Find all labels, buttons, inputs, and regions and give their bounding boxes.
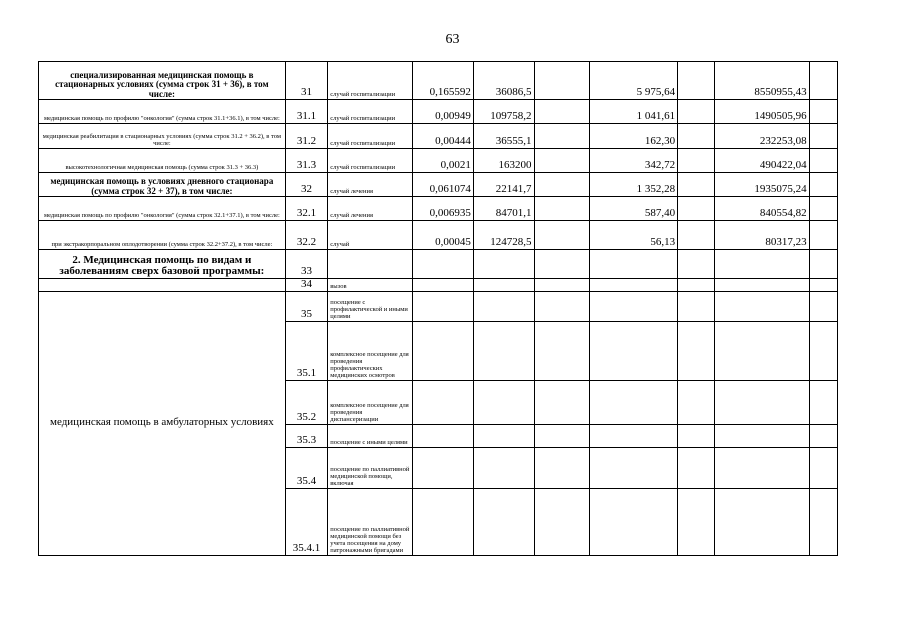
row-unit: посещение по паллиативной медицинской помощи, включая — [328, 447, 413, 488]
row-empty — [534, 424, 590, 447]
row-value-2: 22141,7 — [473, 173, 534, 197]
row-empty — [678, 100, 714, 124]
row-name: 2. Медицинская помощь по видам и заболеваниям сверх базовой программы: — [39, 250, 286, 279]
row-unit: вызов — [328, 279, 413, 292]
row-unit: случай госпитализации — [328, 100, 413, 124]
row-empty — [809, 100, 837, 124]
row-empty — [590, 488, 678, 555]
row-name: медицинская помощь по профилю "онкология" (сумма строк 32.1+37.1), в том числе: — [39, 197, 286, 221]
row-empty — [590, 447, 678, 488]
row-unit: посещение с иными целями — [328, 424, 413, 447]
row-unit: случай лечения — [328, 197, 413, 221]
row-unit: случай госпитализации — [328, 149, 413, 173]
row-empty — [714, 250, 809, 279]
row-code: 31.3 — [285, 149, 327, 173]
table-row — [39, 250, 838, 279]
row-name: медицинская реабилитация в стационарных условиях (сумма строк 31.2 + 36.2), в том числе: — [39, 124, 286, 149]
row-value-3: 1 352,28 — [590, 173, 678, 197]
row-empty — [590, 380, 678, 424]
row-empty — [809, 221, 837, 250]
row-value-3: 587,40 — [590, 197, 678, 221]
table-row — [39, 100, 838, 124]
row-code: 31 — [285, 62, 327, 100]
row-value-2: 109758,2 — [473, 100, 534, 124]
row-empty — [413, 291, 474, 321]
row-empty — [809, 197, 837, 221]
row-empty — [473, 380, 534, 424]
row-empty — [473, 424, 534, 447]
row-value-3: 56,13 — [590, 221, 678, 250]
row-value-4: 1490505,96 — [714, 100, 809, 124]
row-value-1: 0,061074 — [413, 173, 474, 197]
row-value-1: 0,006935 — [413, 197, 474, 221]
row-empty — [678, 62, 714, 100]
row-empty — [413, 321, 474, 380]
row-code: 35.4 — [285, 447, 327, 488]
table-row — [39, 124, 838, 149]
row-value-1: 0,0021 — [413, 149, 474, 173]
row-empty — [714, 321, 809, 380]
row-empty — [809, 321, 837, 380]
row-empty — [678, 250, 714, 279]
row-name: высокотехнологичная медицинская помощь (сумма строк 31.3 + 36.3) — [39, 149, 286, 173]
ambulatory-care-label: медицинская помощь в амбулаторных условиях — [39, 291, 286, 555]
row-empty — [809, 124, 837, 149]
row-empty — [413, 380, 474, 424]
row-value-3: 1 041,61 — [590, 100, 678, 124]
norms-table — [38, 61, 838, 556]
row-empty — [590, 291, 678, 321]
row-code: 35.4.1 — [285, 488, 327, 555]
row-code: 31.2 — [285, 124, 327, 149]
row-empty — [678, 447, 714, 488]
row-unit: посещение по паллиативной медицинской помощи без учета посещения на дому патронажными бригадами — [328, 488, 413, 555]
row-empty — [413, 447, 474, 488]
row-code: 35.1 — [285, 321, 327, 380]
row-value-4: 840554,82 — [714, 197, 809, 221]
row-name: медицинская помощь в условиях дневного стационара (сумма строк 32 + 37), в том числе: — [39, 173, 286, 197]
row-empty — [473, 488, 534, 555]
row-empty — [678, 488, 714, 555]
row-name — [39, 279, 286, 292]
row-value-4: 8550955,43 — [714, 62, 809, 100]
row-empty — [678, 321, 714, 380]
row-empty — [809, 488, 837, 555]
table-row — [39, 62, 838, 100]
row-empty — [678, 173, 714, 197]
row-empty — [413, 250, 474, 279]
row-empty — [590, 321, 678, 380]
row-empty — [678, 197, 714, 221]
row-empty — [534, 291, 590, 321]
row-value-4: 232253,08 — [714, 124, 809, 149]
row-unit — [328, 250, 413, 279]
row-empty — [534, 149, 590, 173]
row-code: 33 — [285, 250, 327, 279]
row-empty — [590, 424, 678, 447]
row-empty — [534, 321, 590, 380]
row-empty — [678, 291, 714, 321]
row-empty — [473, 447, 534, 488]
row-empty — [534, 279, 590, 292]
row-unit: случай госпитализации — [328, 124, 413, 149]
row-empty — [534, 62, 590, 100]
row-value-1: 0,00045 — [413, 221, 474, 250]
row-empty — [714, 279, 809, 292]
row-value-2: 84701,1 — [473, 197, 534, 221]
table-row — [39, 291, 838, 321]
row-empty — [678, 221, 714, 250]
row-empty — [678, 380, 714, 424]
row-empty — [534, 447, 590, 488]
row-empty — [413, 279, 474, 292]
row-value-3: 162,30 — [590, 124, 678, 149]
row-empty — [809, 380, 837, 424]
row-empty — [678, 279, 714, 292]
row-value-4: 490422,04 — [714, 149, 809, 173]
row-empty — [473, 279, 534, 292]
row-empty — [413, 424, 474, 447]
row-value-1: 0,165592 — [413, 62, 474, 100]
row-empty — [809, 291, 837, 321]
row-empty — [678, 424, 714, 447]
row-empty — [473, 250, 534, 279]
row-empty — [678, 124, 714, 149]
row-empty — [809, 424, 837, 447]
row-empty — [534, 100, 590, 124]
row-empty — [473, 321, 534, 380]
table-row — [39, 221, 838, 250]
row-empty — [714, 291, 809, 321]
row-value-1: 0,00444 — [413, 124, 474, 149]
table-row — [39, 149, 838, 173]
row-empty — [590, 250, 678, 279]
row-empty — [809, 62, 837, 100]
row-empty — [534, 124, 590, 149]
row-code: 35.3 — [285, 424, 327, 447]
row-empty — [809, 173, 837, 197]
row-empty — [809, 279, 837, 292]
row-code: 31.1 — [285, 100, 327, 124]
row-empty — [714, 380, 809, 424]
row-empty — [413, 488, 474, 555]
row-empty — [809, 149, 837, 173]
row-empty — [534, 488, 590, 555]
row-unit: случай лечения — [328, 173, 413, 197]
row-unit: посещение с профилактической и иными целями — [328, 291, 413, 321]
row-empty — [590, 279, 678, 292]
row-value-2: 36086,5 — [473, 62, 534, 100]
row-name: специализированная медицинская помощь в стационарных условиях (сумма строк 31 + 36), в том числе: — [39, 62, 286, 100]
row-code: 32 — [285, 173, 327, 197]
row-empty — [534, 197, 590, 221]
row-empty — [714, 488, 809, 555]
page-number: 63 — [445, 32, 460, 47]
row-code: 34 — [285, 279, 327, 292]
row-empty — [714, 447, 809, 488]
row-empty — [534, 250, 590, 279]
row-value-1: 0,00949 — [413, 100, 474, 124]
row-code: 32.2 — [285, 221, 327, 250]
row-code: 35 — [285, 291, 327, 321]
row-value-3: 5 975,64 — [590, 62, 678, 100]
row-value-4: 1935075,24 — [714, 173, 809, 197]
row-empty — [714, 424, 809, 447]
row-empty — [534, 173, 590, 197]
row-empty — [534, 221, 590, 250]
row-name: медицинская помощь по профилю "онкология" (сумма строк 31.1+36.1), в том числе: — [39, 100, 286, 124]
row-unit: комплексное посещение для проведения диспансеризации — [328, 380, 413, 424]
row-value-4: 80317,23 — [714, 221, 809, 250]
table-row — [39, 173, 838, 197]
row-name: при экстракорпоральном оплодотворении (сумма строк 32.2+37.2), в том числе: — [39, 221, 286, 250]
table-row — [39, 197, 838, 221]
row-unit: случай госпитализации — [328, 62, 413, 100]
row-empty — [678, 149, 714, 173]
row-empty — [809, 447, 837, 488]
row-value-2: 36555,1 — [473, 124, 534, 149]
row-value-3: 342,72 — [590, 149, 678, 173]
row-value-2: 124728,5 — [473, 221, 534, 250]
row-empty — [473, 291, 534, 321]
row-empty — [809, 250, 837, 279]
row-code: 32.1 — [285, 197, 327, 221]
row-empty — [534, 380, 590, 424]
row-unit: комплексное посещение для проведения профилактических медицинских осмотров — [328, 321, 413, 380]
row-code: 35.2 — [285, 380, 327, 424]
row-value-2: 163200 — [473, 149, 534, 173]
table-row — [39, 279, 838, 292]
row-unit: случай — [328, 221, 413, 250]
